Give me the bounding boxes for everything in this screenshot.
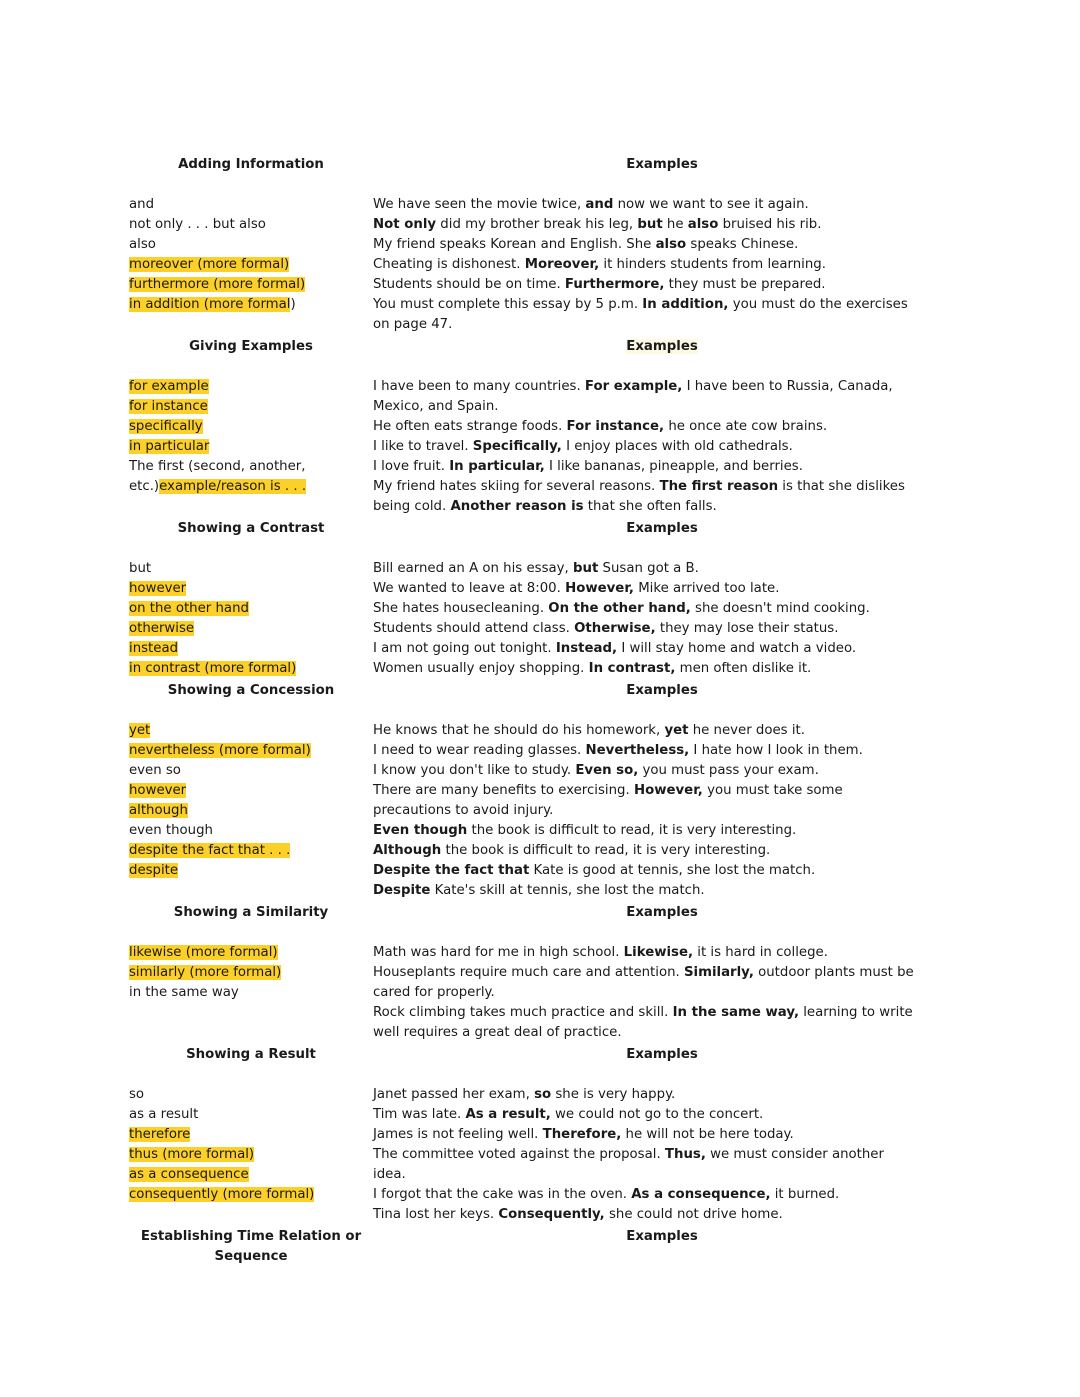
examples-heading-label: Examples [626, 521, 698, 536]
example-sentence [373, 1185, 951, 1205]
sentence-text: being cold. [373, 499, 451, 514]
example-sentence [373, 861, 951, 881]
examples-heading-label: Examples [626, 1047, 698, 1062]
example-sentences [373, 559, 951, 679]
example-sentence [373, 195, 951, 215]
example-sentence [373, 1145, 951, 1185]
sentence-text: idea. [373, 1167, 406, 1182]
sentence-text: James is not feeling well. [373, 1127, 543, 1142]
term-text: not only . . . but also [129, 217, 266, 232]
highlighted-term: otherwise [129, 621, 195, 636]
sentence-text: she doesn't mind cooking. [690, 601, 870, 616]
word-item [129, 397, 373, 417]
sentence-text: outdoor plants must be [753, 965, 914, 980]
examples-heading [373, 337, 951, 357]
connector-bold: As a consequence, [631, 1187, 771, 1202]
word-item [129, 275, 373, 295]
examples-heading-cell [373, 903, 951, 923]
sentence-text: we must consider another [705, 1147, 884, 1162]
section-title-cell [129, 1227, 373, 1267]
connector-bold: Moreover, [524, 257, 600, 272]
sentence-text: on page 47. [373, 317, 453, 332]
word-item [129, 761, 373, 781]
connector-bold: For example, [584, 379, 683, 394]
transition-word-list [129, 943, 373, 1043]
section-title-cell [129, 1045, 373, 1065]
term-text: The first (second, another, [129, 459, 306, 474]
examples-heading-label: Examples [626, 905, 698, 920]
highlighted-term: in addition (more formal [129, 297, 291, 312]
transition-section [129, 681, 951, 901]
example-sentence [373, 881, 951, 901]
section-header-row [129, 337, 951, 357]
sentence-text: I have been to Russia, Canada, [682, 379, 893, 394]
sentence-text: I like bananas, pineapple, and berries. [544, 459, 803, 474]
section-content-row [129, 1085, 951, 1225]
example-sentence [373, 477, 951, 517]
connector-bold: Even so, [575, 763, 639, 778]
example-sentence [373, 255, 951, 275]
section-title: Establishing Time Relation or Sequence [140, 1229, 362, 1264]
example-sentence [373, 639, 951, 659]
term-text: in the same way [129, 985, 239, 1000]
connector-bold: Therefore, [542, 1127, 622, 1142]
sentence-text: it burned. [770, 1187, 840, 1202]
connector-bold: Instead, [555, 641, 618, 656]
section-title: Showing a Result [186, 1047, 316, 1062]
word-item [129, 417, 373, 437]
example-sentences [373, 721, 951, 901]
example-sentences [373, 195, 951, 335]
example-sentences [373, 943, 951, 1043]
sentence-text: Women usually enjoy shopping. [373, 661, 589, 676]
word-item [129, 821, 373, 841]
highlighted-term: likewise (more formal) [129, 945, 278, 960]
connector-bold: Not only [373, 217, 437, 232]
example-sentence [373, 659, 951, 679]
examples-heading [373, 903, 951, 923]
highlighted-term: despite [129, 863, 179, 878]
sentence-text: I will stay home and watch a video. [617, 641, 857, 656]
sentence-text: We have seen the movie twice, [373, 197, 586, 212]
connector-bold: Another reason is [450, 499, 584, 514]
highlighted-term: nevertheless (more formal) [129, 743, 311, 758]
word-item [129, 377, 373, 397]
sentence-text: men often dislike it. [675, 661, 812, 676]
highlighted-term: however [129, 581, 187, 596]
highlighted-term: in particular [129, 439, 210, 454]
sentence-text: it is hard in college. [693, 945, 828, 960]
sentence-text: you must pass your exam. [638, 763, 819, 778]
connector-bold: However, [633, 783, 703, 798]
section-title-cell [129, 903, 373, 923]
connector-bold: Even though [373, 823, 468, 838]
word-item [129, 477, 373, 497]
transition-section [129, 155, 951, 335]
sentence-text: they must be prepared. [664, 277, 826, 292]
word-item [129, 195, 373, 215]
sentence-text: she could not drive home. [604, 1207, 783, 1222]
sentence-text: The committee voted against the proposal. [373, 1147, 665, 1162]
word-item [129, 639, 373, 659]
sentence-text: Janet passed her exam, [373, 1087, 535, 1102]
section-content-row [129, 195, 951, 335]
example-sentence [373, 579, 951, 599]
sentence-text: My friend hates skiing for several reasons. [373, 479, 660, 494]
section-content-row [129, 943, 951, 1043]
example-sentence [373, 1003, 951, 1043]
section-header-row [129, 903, 951, 923]
sentence-text: that she often falls. [583, 499, 717, 514]
word-item [129, 1165, 373, 1185]
term-text: so [129, 1087, 145, 1102]
transition-section [129, 1227, 951, 1287]
connector-bold: but [572, 561, 599, 576]
highlighted-term: specifically [129, 419, 203, 434]
connector-bold: On the other hand, [548, 601, 691, 616]
example-sentence [373, 943, 951, 963]
word-item [129, 1105, 373, 1125]
word-item [129, 457, 373, 477]
transition-section [129, 903, 951, 1043]
example-sentence [373, 215, 951, 235]
connector-bold: so [534, 1087, 552, 1102]
term-text: even so [129, 763, 181, 778]
example-sentence [373, 721, 951, 741]
example-sentence [373, 377, 951, 417]
sentence-text: I like to travel. [373, 439, 473, 454]
connector-bold: In particular, [449, 459, 545, 474]
section-header-row [129, 519, 951, 539]
transition-word-list [129, 195, 373, 335]
sentence-text: Tina lost her keys. [373, 1207, 499, 1222]
word-item [129, 1125, 373, 1145]
sentence-text: I forgot that the cake was in the oven. [373, 1187, 632, 1202]
sentence-text: she is very happy. [551, 1087, 676, 1102]
section-title-cell [129, 519, 373, 539]
sentence-text: Students should attend class. [373, 621, 575, 636]
sentence-text: I love fruit. [373, 459, 450, 474]
word-item [129, 599, 373, 619]
section-content-row [129, 377, 951, 517]
word-item [129, 255, 373, 275]
example-sentence [373, 1105, 951, 1125]
transition-section [129, 1045, 951, 1225]
connector-bold: As a result, [465, 1107, 551, 1122]
term-text: but [129, 561, 152, 576]
sentence-text: precautions to avoid injury. [373, 803, 554, 818]
section-title-cell [129, 155, 373, 175]
highlighted-term: for instance [129, 399, 208, 414]
sentence-text: he never does it. [688, 723, 805, 738]
connector-bold: In addition, [642, 297, 729, 312]
examples-heading-label: Examples [626, 1229, 698, 1244]
example-sentence [373, 619, 951, 639]
sentence-text: I have been to many countries. [373, 379, 585, 394]
sentence-text: We wanted to leave at 8:00. [373, 581, 566, 596]
word-item [129, 841, 373, 861]
word-item [129, 215, 373, 235]
connector-bold: but [637, 217, 663, 232]
examples-heading-cell [373, 1045, 951, 1065]
highlighted-term: consequently (more formal) [129, 1187, 315, 1202]
section-title: Showing a Contrast [177, 521, 325, 536]
section-header-row [129, 155, 951, 175]
example-sentence [373, 963, 951, 1003]
highlighted-term: as a consequence [129, 1167, 249, 1182]
sentence-text: Rock climbing takes much practice and skill. [373, 1005, 673, 1020]
section-content-row [129, 721, 951, 901]
sentence-text: the book is difficult to read, it is very interesting. [441, 843, 771, 858]
sentence-text: did my brother break his leg, [436, 217, 638, 232]
highlighted-term: in contrast (more formal) [129, 661, 297, 676]
examples-heading-label: Examples [626, 339, 698, 354]
word-item [129, 559, 373, 579]
sentence-text: is that she dislikes [778, 479, 905, 494]
section-header-row [129, 681, 951, 701]
sentence-text: the book is difficult to read, it is very interesting. [467, 823, 797, 838]
sentence-text: Math was hard for me in high school. [373, 945, 624, 960]
term-text: and [129, 197, 155, 212]
sentence-text: Students should be on time. [373, 277, 565, 292]
section-title-cell [129, 337, 373, 357]
connector-bold: Despite [373, 883, 431, 898]
connector-bold: Nevertheless, [585, 743, 690, 758]
sentence-text: I am not going out tonight. [373, 641, 556, 656]
examples-heading [373, 155, 951, 175]
connector-bold: Likewise, [623, 945, 694, 960]
word-item [129, 437, 373, 457]
connector-bold: and [585, 197, 614, 212]
word-item [129, 741, 373, 761]
transition-word-list [129, 559, 373, 679]
word-item [129, 1185, 373, 1205]
sentence-text: I enjoy places with old cathedrals. [561, 439, 793, 454]
word-item [129, 619, 373, 639]
word-item [129, 235, 373, 255]
word-item [129, 943, 373, 963]
connector-bold: In the same way, [672, 1005, 800, 1020]
example-sentences [373, 377, 951, 517]
highlighted-term: therefore [129, 1127, 191, 1142]
sentence-text: He often eats strange foods. [373, 419, 567, 434]
example-sentence [373, 821, 951, 841]
connector-bold: Consequently, [498, 1207, 605, 1222]
sentence-text: There are many benefits to exercising. [373, 783, 634, 798]
word-item [129, 295, 373, 315]
sentence-text: bruised his rib. [718, 217, 822, 232]
word-item [129, 1085, 373, 1105]
sentence-text: he once ate cow brains. [664, 419, 828, 434]
transition-section [129, 337, 951, 517]
word-item [129, 659, 373, 679]
connector-bold: Otherwise, [574, 621, 656, 636]
examples-heading [373, 1227, 951, 1247]
word-item [129, 963, 373, 983]
transition-word-list [129, 721, 373, 901]
connector-bold: In contrast, [588, 661, 676, 676]
sentence-text: you must take some [702, 783, 843, 798]
sentence-text: She hates housecleaning. [373, 601, 549, 616]
examples-heading-cell [373, 1227, 951, 1267]
examples-heading-cell [373, 681, 951, 701]
example-sentence [373, 1125, 951, 1145]
example-sentence [373, 1205, 951, 1225]
connector-bold: Thus, [664, 1147, 706, 1162]
highlighted-term: instead [129, 641, 179, 656]
examples-heading-label: Examples [626, 157, 698, 172]
section-title: Showing a Similarity [173, 905, 329, 920]
sentence-text: it hinders students from learning. [599, 257, 826, 272]
sentence-text: Mexico, and Spain. [373, 399, 499, 414]
example-sentence [373, 457, 951, 477]
term-text: even though [129, 823, 213, 838]
sentence-text: He knows that he should do his homework, [373, 723, 665, 738]
section-content-row [129, 559, 951, 679]
highlighted-term: example/reason is . . . [159, 479, 307, 494]
word-item [129, 579, 373, 599]
word-item [129, 781, 373, 801]
example-sentence [373, 599, 951, 619]
examples-heading [373, 1045, 951, 1065]
highlighted-term: similarly (more formal) [129, 965, 282, 980]
sentence-text: well requires a great deal of practice. [373, 1025, 622, 1040]
example-sentence [373, 295, 951, 335]
word-item [129, 983, 373, 1003]
sentence-text: cared for properly. [373, 985, 495, 1000]
sentence-text: I hate how I look in them. [689, 743, 863, 758]
examples-heading-cell [373, 155, 951, 175]
example-sentence [373, 417, 951, 437]
sentence-text: Houseplants require much care and attention. [373, 965, 684, 980]
sentence-text: learning to write [799, 1005, 913, 1020]
sentence-text: speaks Chinese. [686, 237, 799, 252]
term-text: also [129, 237, 156, 252]
word-item [129, 721, 373, 741]
highlighted-term: furthermore (more formal) [129, 277, 306, 292]
section-title: Showing a Concession [167, 683, 335, 698]
highlighted-term: on the other hand [129, 601, 249, 616]
sentence-text: Kate is good at tennis, she lost the match. [529, 863, 816, 878]
sentence-text: Tim was late. [373, 1107, 466, 1122]
sentence-text: Cheating is dishonest. [373, 257, 525, 272]
example-sentences [373, 1085, 951, 1225]
highlighted-term: despite the fact that . . . [129, 843, 291, 858]
examples-heading-label: Examples [626, 683, 698, 698]
term-text: ) [290, 297, 296, 312]
examples-heading [373, 681, 951, 701]
example-sentence [373, 235, 951, 255]
highlighted-term: thus (more formal) [129, 1147, 255, 1162]
example-sentence [373, 437, 951, 457]
section-header-row [129, 1045, 951, 1065]
sentence-text: Mike arrived too late. [633, 581, 780, 596]
example-sentence [373, 559, 951, 579]
section-title: Giving Examples [189, 339, 313, 354]
connector-bold: Furthermore, [564, 277, 665, 292]
example-sentence [373, 841, 951, 861]
sentence-text: Kate's skill at tennis, she lost the match. [430, 883, 705, 898]
word-item [129, 801, 373, 821]
connector-bold: Specifically, [472, 439, 562, 454]
section-title: Adding Information [178, 157, 324, 172]
transition-section [129, 519, 951, 679]
highlighted-term: for example [129, 379, 209, 394]
example-sentence [373, 741, 951, 761]
sentence-text: My friend speaks Korean and English. She [373, 237, 656, 252]
example-sentence [373, 781, 951, 821]
connector-bold: Despite the fact that [373, 863, 530, 878]
sentence-text: we could not go to the concert. [550, 1107, 764, 1122]
term-text: etc.) [129, 479, 160, 494]
connector-bold: However, [565, 581, 634, 596]
sentence-text: Bill earned an A on his essay, [373, 561, 573, 576]
term-text: as a result [129, 1107, 199, 1122]
examples-heading [373, 519, 951, 539]
transition-word-list [129, 1085, 373, 1225]
transition-word-list [129, 377, 373, 517]
connector-bold: Although [373, 843, 442, 858]
sentence-text: You must complete this essay by 5 p.m. [373, 297, 643, 312]
sentence-text: now we want to see it again. [613, 197, 809, 212]
sentence-text: I know you don't like to study. [373, 763, 576, 778]
sentence-text: you must do the exercises [728, 297, 908, 312]
connector-bold: The first reason [659, 479, 779, 494]
section-header-row [129, 1227, 951, 1267]
examples-heading-cell [373, 337, 951, 357]
word-item [129, 1145, 373, 1165]
example-sentence [373, 761, 951, 781]
section-title-cell [129, 681, 373, 701]
sentence-text: Susan got a B. [598, 561, 699, 576]
connector-bold: For instance, [566, 419, 665, 434]
word-item [129, 861, 373, 881]
highlighted-term: moreover (more formal) [129, 257, 290, 272]
example-sentence [373, 1085, 951, 1105]
sentence-text: he [662, 217, 688, 232]
sentence-text: they may lose their status. [655, 621, 839, 636]
highlighted-term: however [129, 783, 187, 798]
connector-bold: also [655, 237, 687, 252]
connector-bold: Similarly, [683, 965, 754, 980]
highlighted-term: yet [129, 723, 151, 738]
examples-heading-cell [373, 519, 951, 539]
highlighted-term: although [129, 803, 188, 818]
connector-bold: yet [664, 723, 689, 738]
connector-bold: also [687, 217, 719, 232]
sentence-text: he will not be here today. [621, 1127, 794, 1142]
example-sentence [373, 275, 951, 295]
sentence-text: I need to wear reading glasses. [373, 743, 586, 758]
